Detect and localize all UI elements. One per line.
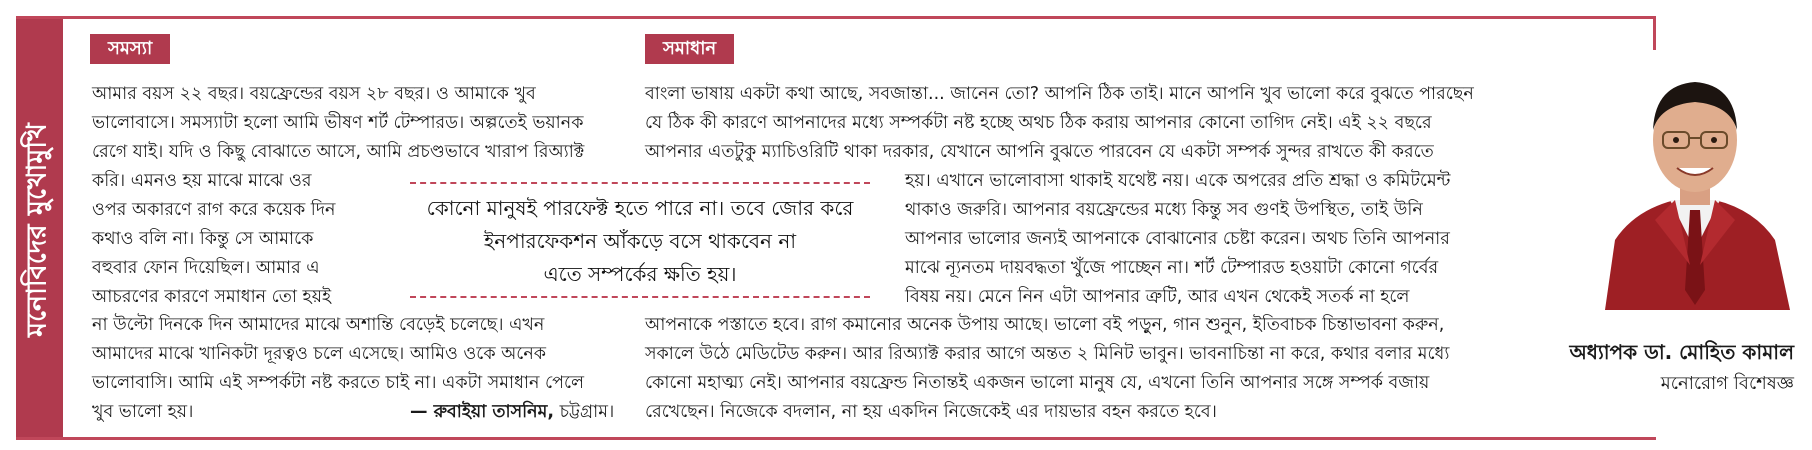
solution-line: আপনার এতটুকু ম্যাচিওরিটি থাকা দরকার, যেখানে আপনি বুঝতে পারবেন যে একটা সম্পর্ক সুন্দর রাখতে কী করতে (645, 142, 1434, 162)
letter-signature (410, 398, 614, 427)
author-name: অধ্যাপক ডা. মোহিত কামাল (1569, 340, 1794, 364)
problem-tag: সমস্যা (90, 34, 170, 64)
problem-line: ভালোবাসি। আমি এই সম্পর্কটা নষ্ট করতে চাই না। একটা সমাধান পেলে (92, 373, 585, 393)
problem-line: আচরণের কারণে সমাধান তো হয়ই (92, 287, 332, 307)
solution-line: বিষয় নয়। মেনে নিন এটা আপনার ত্রুটি, আর এখন থেকেই সতর্ক না হলে (905, 287, 1410, 307)
problem-text-block-1 (92, 80, 584, 167)
problem-line: করি। এমনও হয় মাঝে মাঝে ওর (92, 171, 312, 191)
problem-text-block-3 (92, 311, 584, 398)
signature-name: — রুবাইয়া তাসনিম, (410, 402, 554, 422)
problem-line: ওপর অকারণে রাগ করে কয়েক দিন (92, 200, 336, 220)
pull-quote (400, 192, 880, 291)
problem-line: ভালোবাসে। সমস্যাটা হলো আমি ভীষণ শর্ট টেম্পারড। অল্পতেই ভয়ানক (92, 113, 584, 133)
author-photo (1595, 50, 1795, 310)
solution-line: আপনার ভালোর জন্যই আপনাকে বোঝানোর চেষ্টা করেন। অথচ তিনি আপনার (905, 229, 1450, 249)
solution-line: কোনো মহাত্ম্য নেই। আপনার বয়ফ্রেন্ড নিতান্তই একজন ভালো মানুষ যে, এখনো তিনি আপনার সঙ্গে সম্পর্ক বজায় (645, 373, 1430, 393)
solution-line: রেখেছেন। নিজেকে বদলান, না হয় একদিন নিজেকেই এর দায়ভার বহন করতে হবে। (645, 402, 1217, 422)
author-title: মনোরোগ বিশেষজ্ঞ (1660, 373, 1794, 394)
author-portrait-image (1595, 50, 1795, 310)
quote-top-rule (410, 182, 870, 184)
frame-top-border (16, 16, 1656, 19)
problem-text-block-2 (92, 167, 335, 312)
frame-bottom-border (16, 437, 1656, 440)
solution-line: বাংলা ভাষায় একটা কথা আছে, সবজান্তা... জানেন তো? আপনি ঠিক তাই। মানে আপনি খুব ভালো করে বুঝতে পারছেন (645, 84, 1474, 104)
problem-line: খুব ভালো হয়। (92, 402, 194, 422)
quote-bottom-rule (410, 296, 870, 298)
solution-line: আপনাকে পস্তাতে হবে। রাগ কমানোর অনেক উপায় আছে। ভালো বই পড়ুন, গান শুনুন, ইতিবাচক চিন্তাভাবনা করুন, (645, 315, 1445, 335)
solution-line: হয়। এখানে ভালোবাসা থাকাই যথেষ্ট নয়। একে অপরের প্রতি শ্রদ্ধা ও কমিটমেন্ট (905, 171, 1451, 191)
quote-line: কোনো মানুষই পারফেক্ট হতে পারে না। তবে জোর করে (426, 196, 854, 220)
problem-line: কথাও বলি না। কিন্তু সে আমাকে (92, 229, 314, 249)
signature-place: চট্টগ্রাম। (554, 402, 615, 422)
solution-line: যে ঠিক কী কারণে আপনাদের মধ্যে সম্পর্কটা নষ্ট হচ্ছে অথচ ঠিক করায় আপনার কোনো তাগিদ নেই। এই ২২ বছরে (645, 113, 1432, 133)
problem-line: রেগে যাই। যদি ও কিছু বোঝাতে আসে, আমি প্রচণ্ডভাবে খারাপ রিঅ্যাক্ট (92, 142, 585, 162)
problem-line: আমাদের মাঝে খানিকটা দূরত্বও চলে এসেছে। আমিও ওকে অনেক (92, 344, 547, 364)
problem-line: আমার বয়স ২২ বছর। বয়ফ্রেন্ডের বয়স ২৮ বছর। ও আমাকে খুব (92, 84, 536, 104)
quote-line: এতে সম্পর্কের ক্ষতি হয়। (543, 262, 737, 286)
quote-line: ইনপারফেকশন আঁকড়ে বসে থাকবেন না (483, 229, 797, 253)
solution-line: থাকাও জরুরি। আপনার বয়ফ্রেন্ডের মধ্যে কিন্তু সব গুণই উপস্থিত, তাই উনি (905, 200, 1423, 220)
solution-tag: সমাধান (645, 34, 734, 64)
solution-line: মাঝে ন্যূনতম দায়বদ্ধতা খুঁজে পাচ্ছেন না। শর্ট টেম্পারড হওয়াটা কোনো গর্বের (905, 258, 1439, 278)
problem-line: বহুবার ফোন দিয়েছিল। আমার এ (92, 258, 320, 278)
section-label: মনোবিদের মুখোমুখি (21, 123, 53, 337)
problem-last-line (92, 398, 193, 427)
solution-line: সকালে উঠে মেডিটেড করুন। আর রিঅ্যাক্ট করার আগে অন্তত ২ মিনিট ভাবুন। ভাবনাচিন্তা না করে, কথার বলার মধ্যে (645, 344, 1450, 364)
solution-text-block-2 (905, 167, 1450, 312)
solution-text-block-1 (645, 80, 1474, 167)
solution-text-block-3 (645, 311, 1449, 427)
problem-line: না উল্টো দিনকে দিন আমাদের মাঝে অশান্তি বেড়েই চলেছে। এখন (92, 315, 545, 335)
